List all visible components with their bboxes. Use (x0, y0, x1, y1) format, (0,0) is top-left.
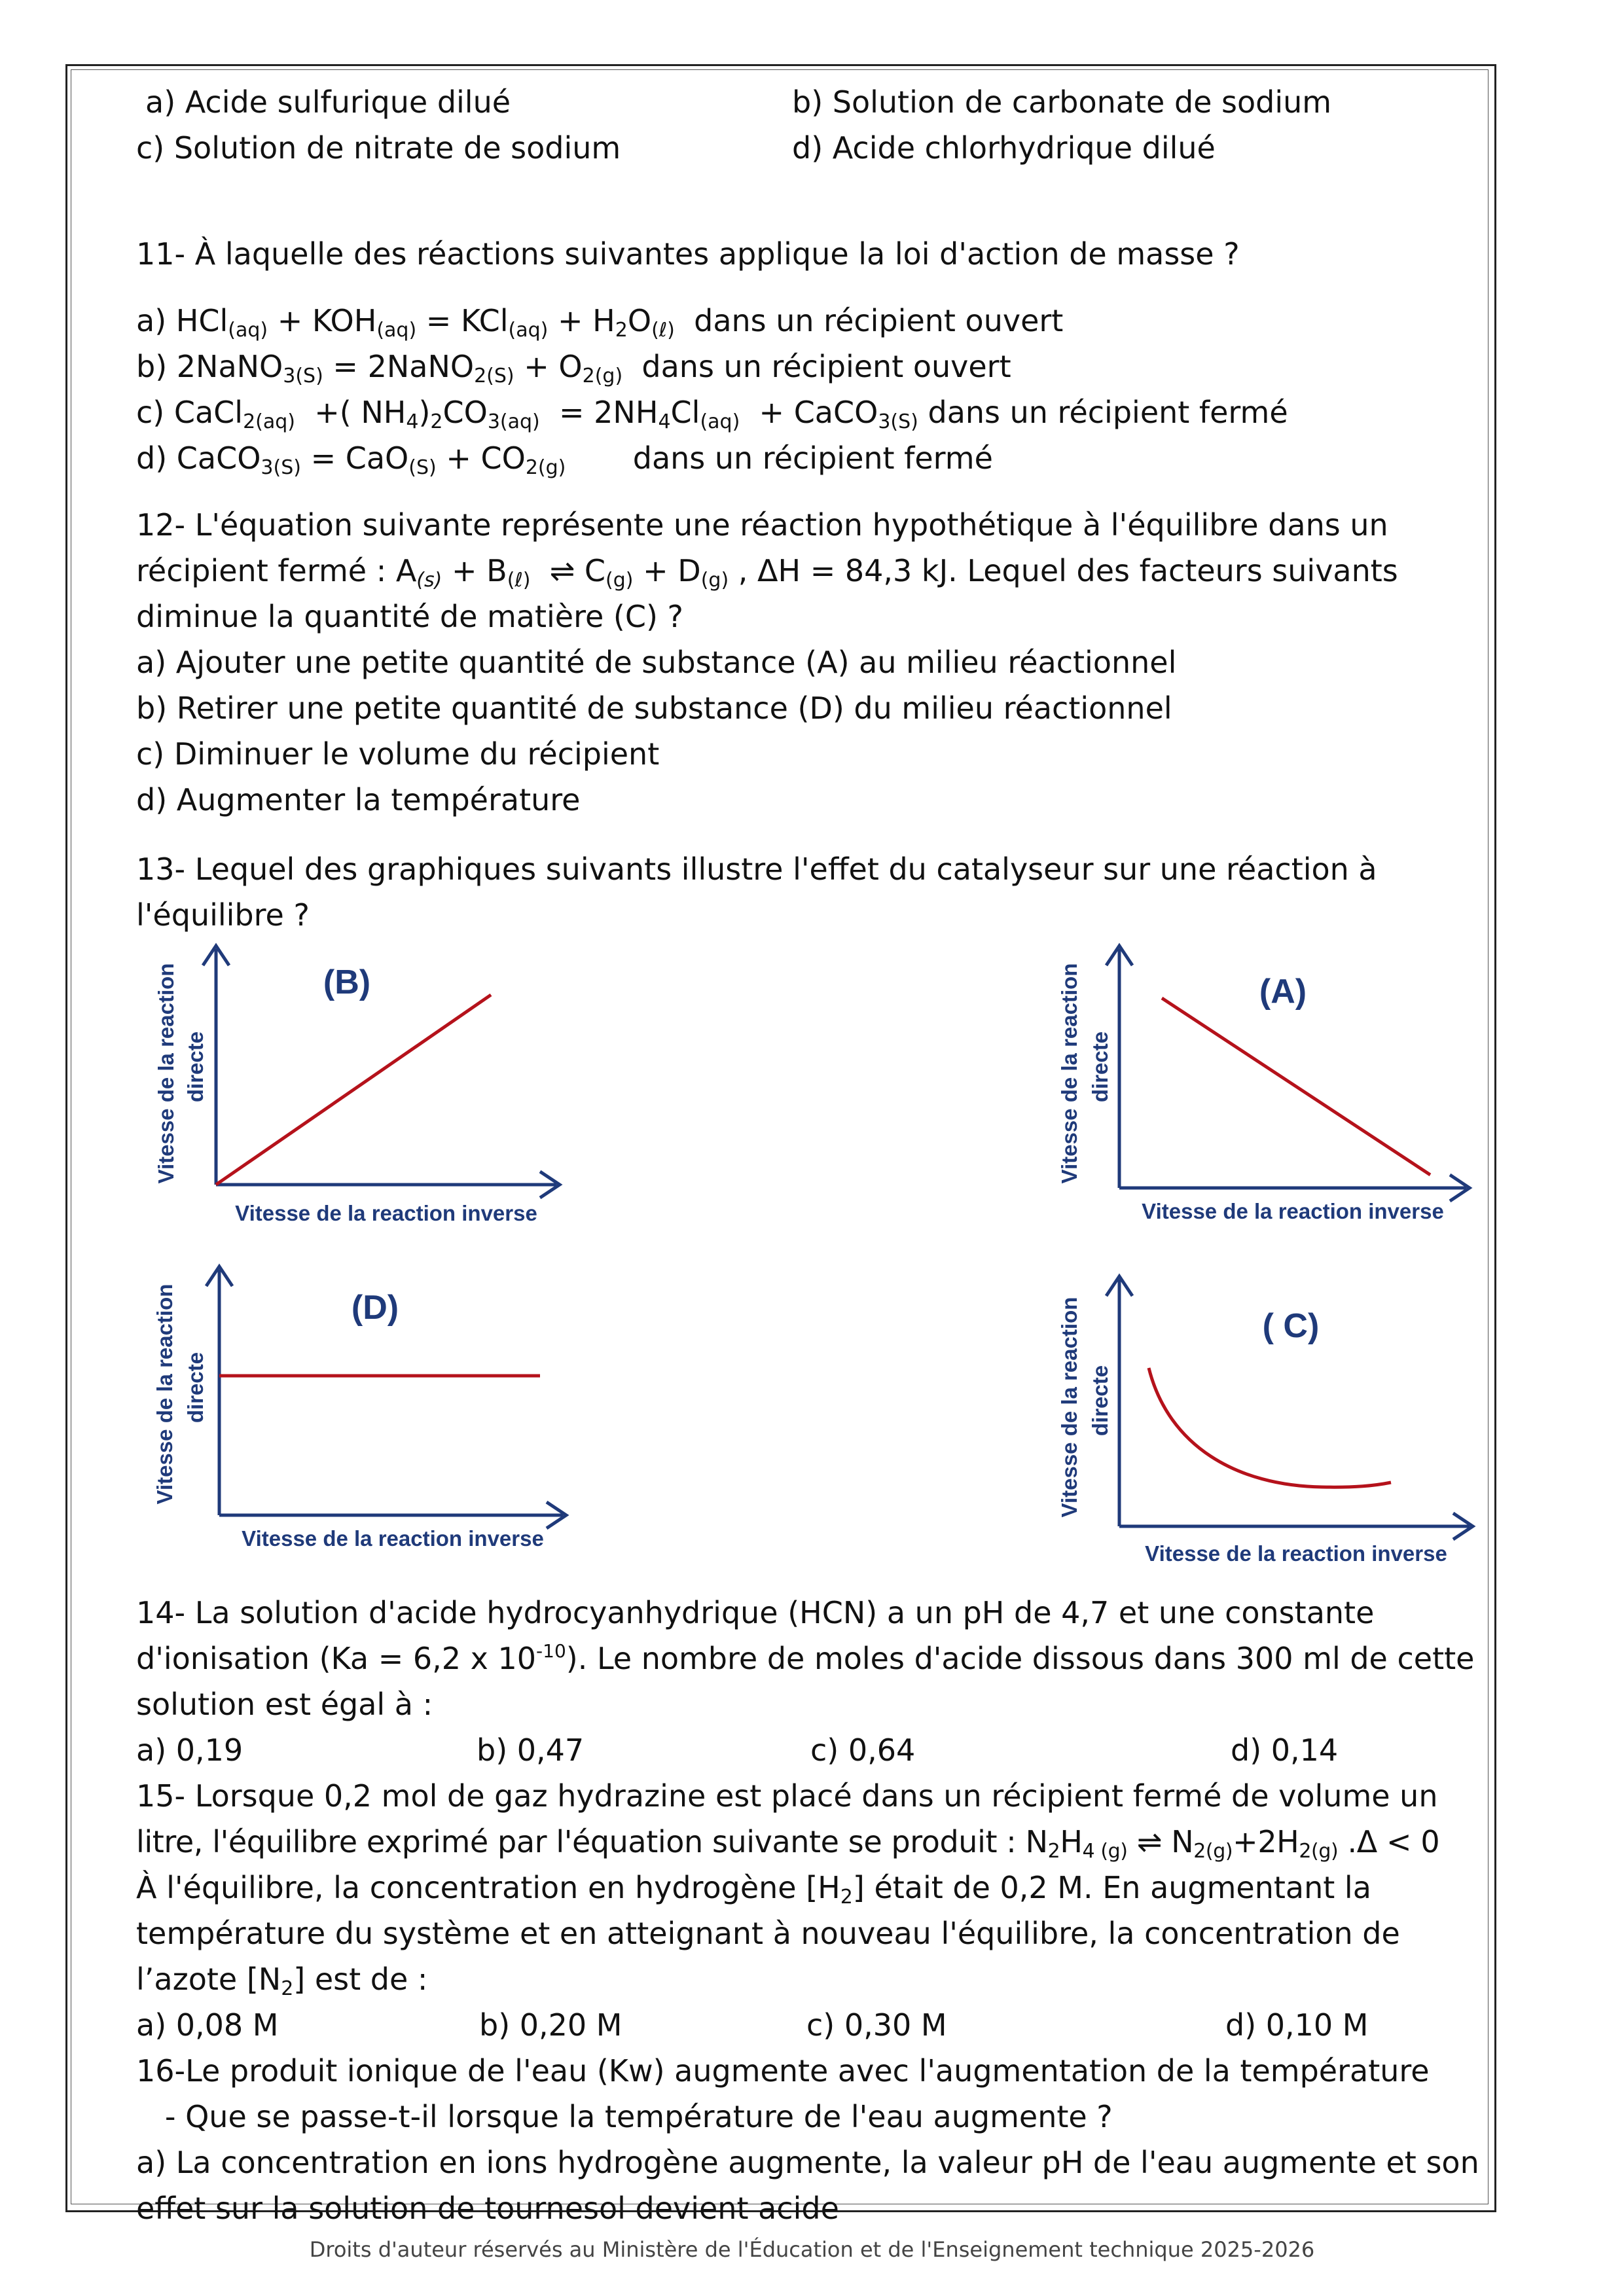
q15-line-5: l’azote $[N_2]$ est de : (136, 1962, 428, 2000)
q11-condition: dans un récipient ouvert (694, 303, 1064, 338)
q11-condition: dans un récipient fermé (928, 395, 1288, 430)
x-axis-label: Vitesse de la reaction inverse (1145, 1541, 1447, 1566)
q11-question: 11- À laquelle des réactions suivantes applique la loi d'action de masse ? (136, 236, 1240, 272)
q16-line-2: - Que se passe-t-il lorsque la température de l'eau augmente ? (136, 2099, 1113, 2134)
q15-option-b: b) 0,20 M (479, 2007, 623, 2043)
x-axis-label: Vitesse de la reaction inverse (235, 1201, 537, 1225)
x-axis-label: Vitesse de la reaction inverse (242, 1526, 544, 1551)
q12-option-a: a) Ajouter une petite quantité de substance (A) au milieu réactionnel (136, 645, 1177, 680)
curve (1162, 998, 1430, 1175)
q10-option-a: a) Acide sulfurique dilué (145, 84, 511, 120)
q12-option-d: d) Augmenter la température (136, 782, 581, 817)
q16-option-a: a) La concentration en ions hydrogène augmente, la valeur pH de l'eau augmente et son (136, 2145, 1479, 2180)
q11-condition: dans un récipient ouvert (641, 349, 1011, 384)
q14-line-3: solution est égal à : (136, 1687, 433, 1722)
footer-copyright: Droits d'auteur réservés au Ministère de l'Éducation et de l'Enseignement technique 2025-2026 (309, 2237, 1315, 2262)
y-axis-label-2: directe (1088, 1031, 1112, 1103)
graph-label: (D) (351, 1289, 399, 1327)
q11-option-d: d) CaCO$_{3(S)}$ = $CaO_{(S)} + CO_{2(g)}$ dans un récipient fermé (136, 440, 993, 479)
curve (1149, 1368, 1391, 1487)
y-axis-label-2: directe (183, 1031, 208, 1103)
q12-option-b: b) Retirer une petite quantité de substance (D) du milieu réactionnel (136, 691, 1172, 726)
y-axis-label-2: directe (183, 1352, 208, 1424)
q14-option-c: c) 0,64 (810, 1732, 916, 1768)
q11-condition: dans un récipient fermé (632, 440, 993, 476)
graph-label: (B) (323, 963, 371, 1001)
q16-option-a-cont: effet sur la solution de tournesol devient acide (136, 2191, 839, 2226)
q16-line-1: 16-Le produit ionique de l'eau (Kw) augmente avec l'augmentation de la température (136, 2053, 1430, 2089)
graph-d (144, 1257, 589, 1564)
q10-option-d: d) Acide chlorhydrique dilué (792, 130, 1216, 166)
graph-label: ( C) (1262, 1307, 1320, 1345)
q14-option-d: d) 0,14 (1231, 1732, 1339, 1768)
q12-line-3: diminue la quantité de matière (C) ? (136, 599, 683, 634)
q14-option-a: a) 0,19 (136, 1732, 244, 1768)
graph-label: (A) (1259, 973, 1307, 1011)
q12-option-c: c) Diminuer le volume du récipient (136, 736, 660, 772)
q11-option-c: c) CaCl$_{2(aq)}$ +( $NH_4)_2CO_{3(aq)} = 2NH_4Cl_{(aq)}$ + CaCO$_{3(S)}$ dans un récipient fermé (136, 395, 1288, 433)
q14-option-b: b) 0,47 (477, 1732, 585, 1768)
q15-line-2: litre, l'équilibre exprimé par l'équation suivante se produit : $N_2H_{4 (g)}$ ⇌ $N_{2(g)}+2H_{2(g)}$ .Δ < 0 (136, 1824, 1440, 1863)
q14-line-1: 14- La solution d'acide hydrocyanhydrique (HCN) a un pH de 4,7 et une constante (136, 1595, 1375, 1630)
q13-line-1: 13- Lequel des graphiques suivants illustre l'effet du catalyseur sur une réaction à (136, 852, 1377, 887)
y-axis-label: Vitesse de la reaction (1057, 963, 1081, 1184)
q10-option-b: b) Solution de carbonate de sodium (792, 84, 1332, 120)
q11-option-b: b) 2NaNO$_{3(S)}$ = 2NaNO$_{2(S)}$ + $O_{2(g)}$ dans un récipient ouvert (136, 349, 1011, 387)
y-axis-label: Vitesse de la reaction (1057, 1297, 1081, 1518)
q10-option-c: c) Solution de nitrate de sodium (136, 130, 621, 166)
graph-a (1047, 936, 1492, 1244)
q15-line-1: 15- Lorsque 0,2 mol de gaz hydrazine est placé dans un récipient fermé de volume un (136, 1778, 1438, 1814)
graph-b (144, 936, 589, 1244)
y-axis-label: Vitesse de la reaction (154, 963, 178, 1184)
q15-option-a: a) 0,08 M (136, 2007, 279, 2043)
y-axis-label-2: directe (1088, 1365, 1112, 1437)
q15-line-3: À l'équilibre, la concentration en hydrogène $[H_2]$ était de 0,2 M. En augmentant la (136, 1870, 1371, 1909)
y-axis-label: Vitesse de la reaction (153, 1283, 177, 1505)
q15-line-4: température du système et en atteignant à nouveau l'équilibre, la concentration de (136, 1916, 1400, 1951)
curve (216, 995, 491, 1185)
q11-option-a: a) $HCl_{(aq)} + KOH_{(aq)} = KCl_{(aq)} + H_2O_{(\ell)}$ dans un récipient ouvert (136, 303, 1064, 342)
q12-line-2: récipient fermé : $A_{(s)} + B_{(\ell)}$ ⇌ $C_{(g)} + D_{(g)}$ , ΔH = 84,3 kJ. Lequel des facteurs suivants (136, 553, 1398, 592)
q14-line-2: d'ionisation (Ka = 6,2 x $10^{-10}$). Le nombre de moles d'acide dissous dans 300 ml de cette (136, 1640, 1475, 1676)
q15-option-c: c) 0,30 M (806, 2007, 947, 2043)
q12-line-1: 12- L'équation suivante représente une réaction hypothétique à l'équilibre dans un (136, 507, 1388, 543)
q15-option-d: d) 0,10 M (1225, 2007, 1369, 2043)
graph-c (1047, 1270, 1492, 1577)
x-axis-label: Vitesse de la reaction inverse (1142, 1199, 1444, 1223)
q13-line-2: l'équilibre ? (136, 897, 310, 933)
